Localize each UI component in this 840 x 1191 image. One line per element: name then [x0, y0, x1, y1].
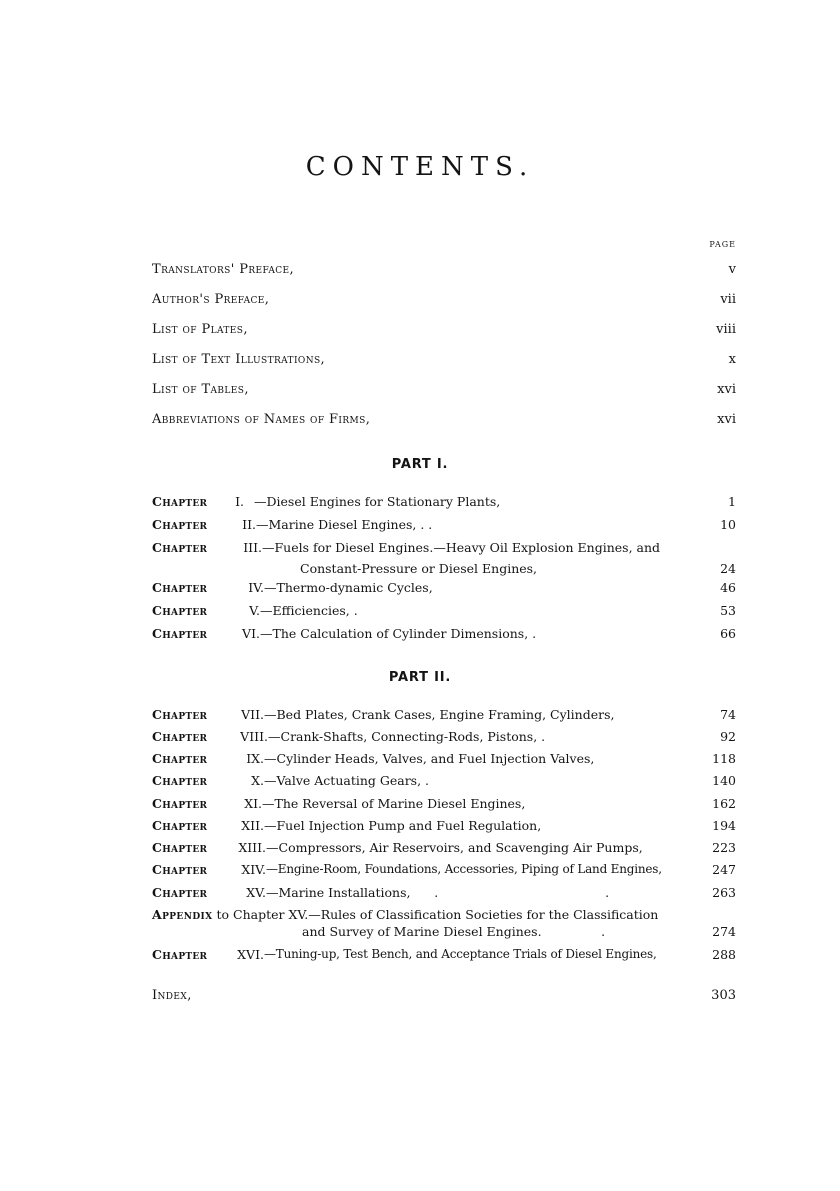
front-matter-page: xvi	[717, 412, 736, 427]
chapter-label: Chapter	[152, 626, 208, 641]
chapter-title: —Thermo-dynamic Cycles,	[264, 580, 433, 595]
chapter-title: —Fuels for Diesel Engines.—Heavy Oil Explosion Engines, and	[262, 540, 661, 555]
chapter-label: Chapter	[152, 494, 208, 509]
front-matter-page: x	[728, 352, 736, 367]
chapter-title: —Fuel Injection Pump and Fuel Regulation,	[264, 818, 542, 833]
chapter-page: 288	[712, 947, 736, 962]
part-heading: PART II.	[388, 670, 452, 685]
chapter-number: XI.	[244, 796, 262, 811]
chapter-label: Chapter	[152, 818, 208, 833]
appendix-page: 274	[712, 924, 736, 939]
chapter-number: XV.	[246, 885, 266, 900]
front-matter-item	[152, 322, 736, 342]
chapter-page: 46	[720, 580, 736, 595]
chapter-label: Chapter	[152, 517, 208, 532]
front-matter-item	[152, 352, 736, 372]
chapter-number: VII.	[241, 707, 264, 722]
chapter-label: Chapter	[152, 862, 208, 877]
chapter-number: XII.	[241, 818, 264, 833]
chapter-page: 10	[720, 517, 736, 532]
front-matter-title: List of Plates,	[152, 322, 248, 337]
front-matter-page: v	[728, 262, 736, 277]
chapter-number: IX.	[246, 751, 264, 766]
chapter-title: —Cylinder Heads, Valves, and Fuel Injection Valves,	[264, 751, 595, 766]
front-matter-item	[152, 292, 736, 312]
page-column-label: PAGE	[709, 240, 736, 249]
chapter-page: 162	[712, 796, 736, 811]
front-matter-page: viii	[716, 322, 736, 337]
appendix-label: Appendix	[152, 907, 213, 922]
chapter-title: —Marine Installations, . .	[266, 885, 610, 900]
front-matter-title: List of Tables,	[152, 382, 249, 397]
chapter-page: 1	[728, 494, 736, 509]
chapter-number: III.	[243, 540, 262, 555]
chapter-number: VIII.	[240, 729, 268, 744]
chapter-label: Chapter	[152, 580, 208, 595]
chapter-page: 24	[720, 561, 736, 576]
chapter-page: 74	[720, 707, 736, 722]
appendix-title-rest: to Chapter XV.—Rules of Classification Societies for the Classification	[216, 907, 659, 922]
chapter-page: 53	[720, 603, 736, 618]
chapter-label: Chapter	[152, 840, 208, 855]
chapter-number: V.	[249, 603, 260, 618]
chapter-page: 140	[712, 773, 736, 788]
chapter-title: —Valve Actuating Gears, .	[264, 773, 430, 788]
front-matter-title: Author's Preface,	[152, 292, 270, 307]
part-heading: PART I.	[391, 457, 449, 472]
chapter-number: VI.	[242, 626, 260, 641]
chapter-page: 66	[720, 626, 736, 641]
chapter-number: II.	[242, 517, 256, 532]
chapter-page: 92	[720, 729, 736, 744]
chapter-title: —Engine-Room, Foundations, Accessories, Piping of Land Engines,	[266, 862, 662, 876]
chapter-title: —Compressors, Air Reservoirs, and Scavenging Air Pumps,	[266, 840, 643, 855]
page-title: CONTENTS.	[305, 152, 535, 182]
index-title: Index,	[152, 988, 192, 1003]
chapter-number: XIV.	[241, 862, 266, 877]
index-page: 303	[711, 988, 736, 1003]
chapter-label: Chapter	[152, 796, 208, 811]
front-matter-title: Translators' Preface,	[152, 262, 295, 277]
chapter-title: —Bed Plates, Crank Cases, Engine Framing, Cylinders,	[264, 707, 615, 722]
chapter-page: 247	[712, 862, 736, 877]
front-matter-item	[152, 382, 736, 402]
appendix-title-continued: and Survey of Marine Diesel Engines. .	[302, 924, 606, 939]
chapter-label: Chapter	[152, 885, 208, 900]
front-matter-page: vii	[720, 292, 736, 307]
chapter-number: I.	[235, 494, 244, 509]
chapter-page: 194	[712, 818, 736, 833]
chapter-number: XIII.	[238, 840, 266, 855]
chapter-label: Chapter	[152, 773, 208, 788]
front-matter-item	[152, 412, 736, 432]
front-matter-item	[152, 262, 736, 282]
front-matter-title: List of Text Illustrations,	[152, 352, 326, 367]
chapter-number: XVI.	[237, 947, 264, 962]
chapter-page: 263	[712, 885, 736, 900]
chapter-number: IV.	[248, 580, 264, 595]
chapter-number: X.	[251, 773, 264, 788]
chapter-title: —Marine Diesel Engines, . .	[256, 517, 433, 532]
chapter-title-continued: Constant-Pressure or Diesel Engines,	[300, 561, 538, 576]
index-row	[152, 988, 736, 1008]
chapter-title: —Efficiencies, .	[260, 603, 358, 618]
chapter-label: Chapter	[152, 603, 208, 618]
chapter-title: —Diesel Engines for Stationary Plants,	[254, 494, 501, 509]
chapter-label: Chapter	[152, 751, 208, 766]
chapter-title: —Tuning-up, Test Bench, and Acceptance Trials of Diesel Engines,	[264, 947, 657, 961]
chapter-label: Chapter	[152, 947, 208, 962]
chapter-title: —The Calculation of Cylinder Dimensions, .	[260, 626, 537, 641]
chapter-label: Chapter	[152, 729, 208, 744]
chapter-page: 118	[712, 751, 736, 766]
front-matter-page: xvi	[717, 382, 736, 397]
chapter-label: Chapter	[152, 707, 208, 722]
chapter-label: Chapter	[152, 540, 208, 555]
chapter-title: —The Reversal of Marine Diesel Engines,	[262, 796, 526, 811]
chapter-page: 223	[712, 840, 736, 855]
front-matter-title: Abbreviations of Names of Firms,	[152, 412, 371, 427]
chapter-title: —Crank-Shafts, Connecting-Rods, Pistons, .	[268, 729, 546, 744]
